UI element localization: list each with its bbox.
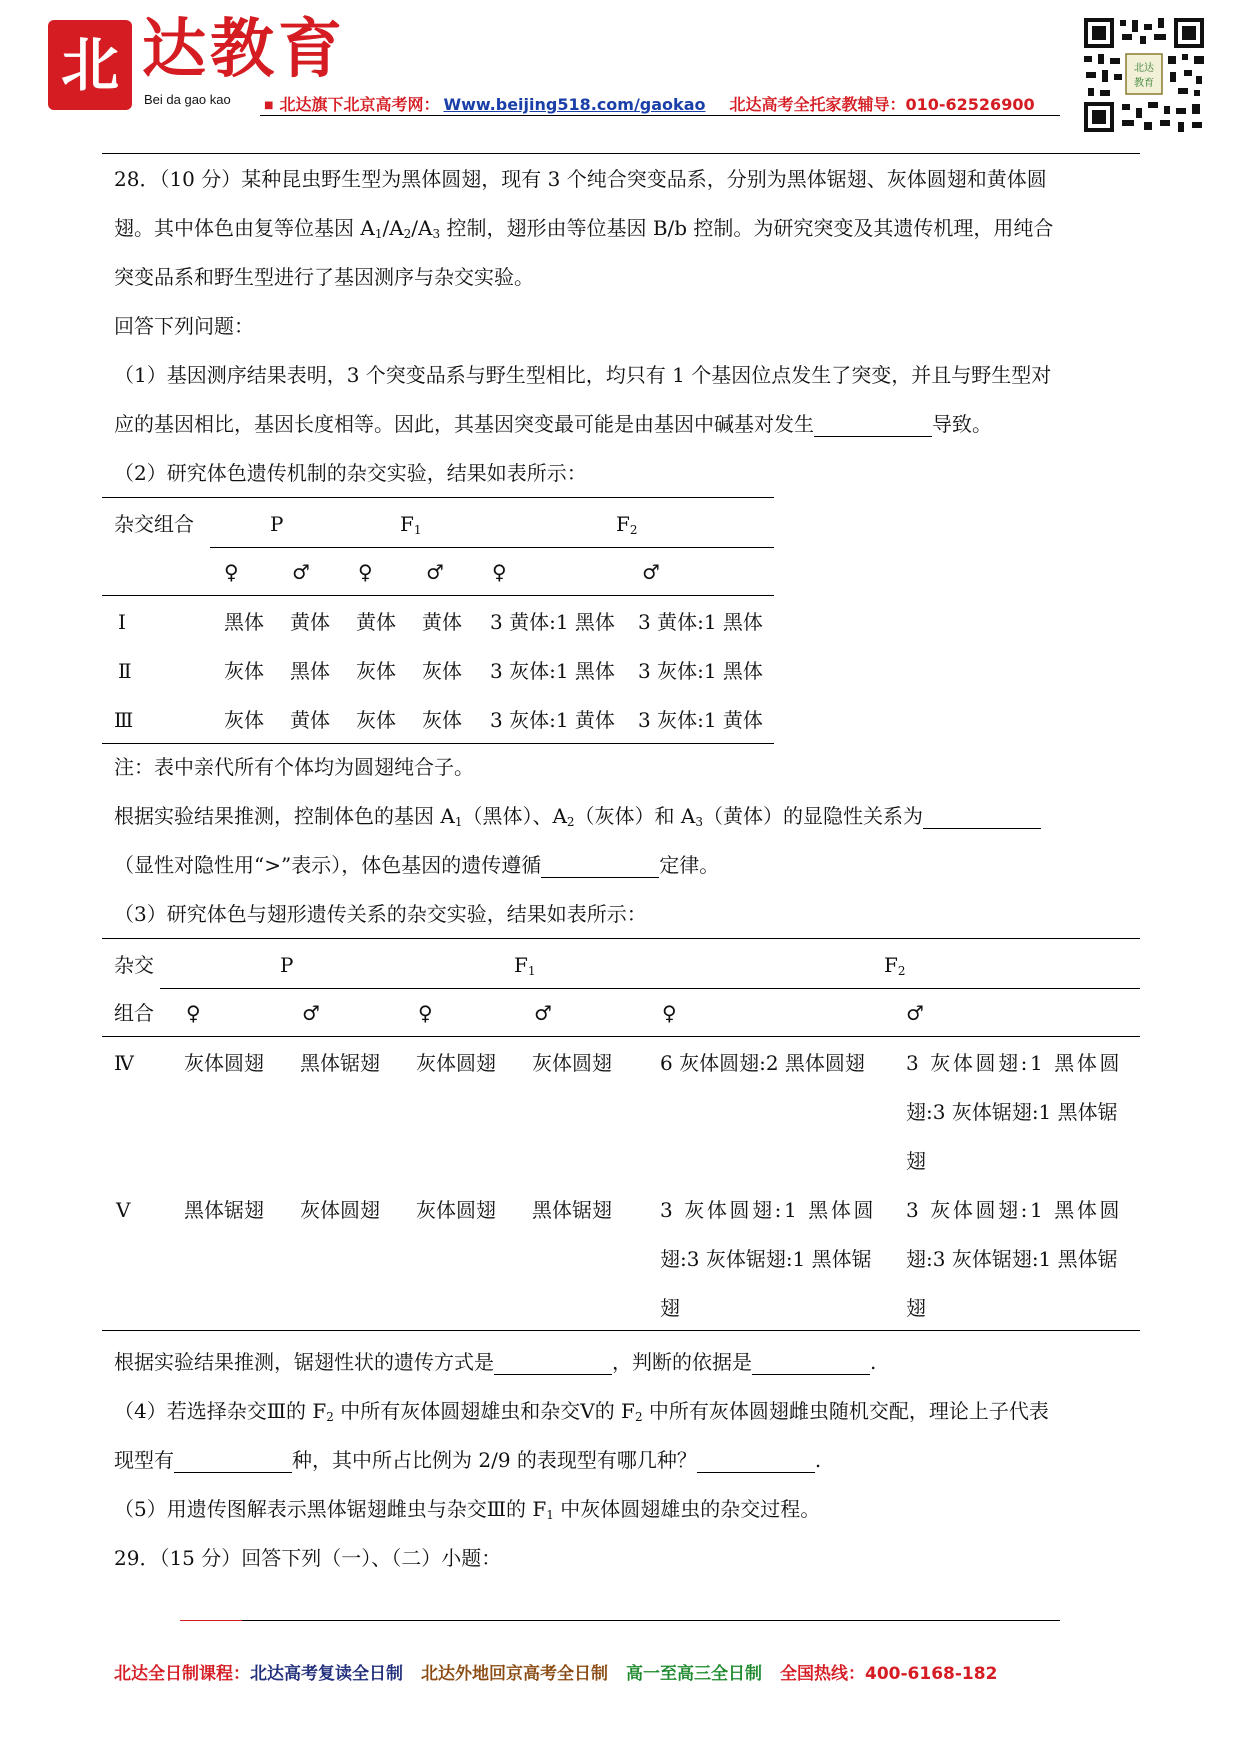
female-symbol: ♀ <box>662 1001 677 1025</box>
male-symbol: ♂ <box>292 560 310 584</box>
sub-2: 2 <box>634 1410 643 1424</box>
footer-rule-accent <box>180 1620 242 1621</box>
f-text: F <box>884 953 898 977</box>
txt: （5）用遗传图解表示黑体锯翅雌虫与杂交Ⅲ的 F <box>114 1497 547 1521</box>
footer-course-2[interactable]: 北达外地回京高考全日制 <box>421 1664 608 1684</box>
table1-note: 注：表中亲代所有个体均为圆翅纯合子。 <box>114 755 474 779</box>
q28-sub2-question-2 <box>114 841 1134 890</box>
txt: （4）若选择杂交Ⅲ的 F <box>114 1399 327 1423</box>
cell: 6 灰体圆翅:2 黑体圆翅 <box>660 1051 865 1075</box>
table1-header-group: 杂交组合 <box>114 512 194 536</box>
q28-sub1-line2 <box>114 400 1134 449</box>
cell: 灰体 <box>356 659 396 683</box>
cell: 灰体圆翅 <box>416 1198 496 1222</box>
q28-p2c: /A <box>411 216 433 240</box>
male-symbol: ♂ <box>534 1001 552 1025</box>
txt: 中所有灰体圆翅雌虫随机交配，理论上子代表 <box>642 1399 1049 1423</box>
sub-2: 2 <box>629 523 638 537</box>
cell: 3 黄体:1 黑体 <box>490 610 615 634</box>
answer-blank[interactable] <box>814 410 932 437</box>
answer-blank[interactable] <box>541 851 659 878</box>
cell: 黑体 <box>224 610 264 634</box>
txt: ，判断的依据是 <box>612 1350 752 1374</box>
sub-1: 1 <box>413 523 422 537</box>
female-symbol: ♀ <box>492 560 507 584</box>
table1-header-p: P <box>270 512 284 536</box>
table2-header-p: P <box>280 953 294 977</box>
cell: 灰体 <box>422 708 462 732</box>
cell: 灰体 <box>356 708 396 732</box>
logo-char: 北 <box>60 31 119 99</box>
row-id: Ⅰ <box>118 610 126 634</box>
male-symbol: ♂ <box>426 560 444 584</box>
txt: （灰体）和 A <box>574 804 696 828</box>
male-symbol: ♂ <box>302 1001 320 1025</box>
cell: 3 灰体圆翅:1 黑体圆 <box>660 1198 877 1222</box>
sub-3: 3 <box>432 227 441 241</box>
f-text: F <box>400 512 414 536</box>
cell: 翅:3 灰体锯翅:1 黑体锯 <box>660 1247 872 1271</box>
answer-blank[interactable] <box>923 802 1041 829</box>
logo-mark <box>48 20 132 110</box>
header-hotline: 北达高考全托家教辅导：010-62526900 <box>729 95 1035 114</box>
header-tagline <box>264 92 1035 115</box>
female-symbol: ♀ <box>418 1001 433 1025</box>
txt: （显性对隐性用“>”表示），体色基因的遗传遵循 <box>114 853 542 877</box>
txt: 定律。 <box>659 853 720 877</box>
txt: . <box>870 1350 877 1374</box>
q28-sub5 <box>114 1485 1134 1540</box>
cell: 灰体圆翅 <box>416 1051 496 1075</box>
footer-course-1[interactable]: 北达高考复读全日制 <box>250 1664 403 1684</box>
table2-header-f1 <box>514 953 536 983</box>
s1b: 应的基因相比，基因长度相等。因此，其基因突变最可能是由基因中碱基对发生 <box>114 412 814 436</box>
table1-top-rule <box>102 497 774 498</box>
cell: 黑体锯翅 <box>532 1198 612 1222</box>
female-symbol: ♀ <box>224 560 239 584</box>
cell: 黑体 <box>290 659 330 683</box>
sub-1: 1 <box>546 1508 554 1522</box>
row-id: Ⅱ <box>118 659 132 683</box>
sub-1: 1 <box>454 815 463 829</box>
square-icon: ■ <box>264 100 274 111</box>
q28-p2d: 控制，翅形由等位基因 B/b 控制。为研究突变及其遗传机理，用纯合 <box>440 216 1054 240</box>
cell: 黄体 <box>290 708 330 732</box>
footer-rule <box>180 1620 1060 1621</box>
table1-header-f1 <box>400 512 422 542</box>
cell: 3 灰体:1 黄体 <box>638 708 763 732</box>
cell: 翅 <box>660 1296 680 1320</box>
table2-mid-rule <box>160 988 1140 989</box>
footer-hotline: 全国热线：400-6168-182 <box>780 1664 998 1684</box>
cell: 翅:3 灰体锯翅:1 黑体锯 <box>906 1100 1118 1124</box>
s1c: 导致。 <box>932 412 992 436</box>
answer-blank[interactable] <box>697 1446 815 1473</box>
cell: 灰体 <box>224 708 264 732</box>
sub-1: 1 <box>527 964 536 978</box>
table2-header-rule <box>102 1036 1140 1037</box>
female-symbol: ♀ <box>186 1001 201 1025</box>
f-text: F <box>514 953 528 977</box>
sub-2: 2 <box>403 227 412 241</box>
tagline-text: 北达旗下北京高考网： <box>279 95 440 114</box>
cell: 灰体圆翅 <box>184 1051 264 1075</box>
q29-intro: 29．（15 分）回答下列（一）、（二）小题： <box>114 1546 502 1570</box>
svg-text:教育: 教育 <box>1134 78 1154 89</box>
cell: 黄体 <box>290 610 330 634</box>
qr-code-icon <box>1082 16 1206 134</box>
answer-blank[interactable] <box>174 1446 292 1473</box>
header-rule <box>260 115 1060 116</box>
sub-2: 2 <box>566 815 575 829</box>
cell: 3 灰体:1 黑体 <box>638 659 763 683</box>
svg-text:北达: 北达 <box>1134 63 1154 74</box>
txt: （黑体）、A <box>462 804 567 828</box>
cell: 灰体 <box>224 659 264 683</box>
sub-1: 1 <box>374 227 383 241</box>
female-symbol: ♀ <box>358 560 373 584</box>
sub-3: 3 <box>695 815 703 829</box>
footer-course-3[interactable]: 高一至高三全日制 <box>626 1664 762 1684</box>
q28-para-2 <box>114 204 1134 259</box>
row-id: Ⅳ <box>114 1051 134 1075</box>
logo-pinyin: Bei da gao kao <box>144 92 231 107</box>
male-symbol: ♂ <box>642 560 660 584</box>
answer-blank[interactable] <box>752 1348 870 1375</box>
cell: 黑体锯翅 <box>300 1051 380 1075</box>
txt: 中所有灰体圆翅雄虫和杂交Ⅴ的 F <box>333 1399 635 1423</box>
table1-mid-rule <box>210 547 774 548</box>
table1-header-rule <box>102 595 774 596</box>
row-id: Ⅲ <box>114 708 134 732</box>
q28-para-3: 突变品系和野生型进行了基因测序与杂交实验。 <box>114 265 534 289</box>
q28-sub4-line2 <box>114 1436 1134 1485</box>
table2-bottom-rule <box>102 1330 1140 1331</box>
txt: （黄体）的显隐性关系为 <box>703 804 923 828</box>
cell: 灰体 <box>422 659 462 683</box>
cell: 黄体 <box>422 610 462 634</box>
q28-sub1-line1: （1）基因测序结果表明，3 个突变品系与野生型相比，均只有 1 个基因位点发生了突变，并且与野生型对 <box>114 363 1052 387</box>
table2-header-group: 杂交 <box>114 953 154 977</box>
row-id: Ⅴ <box>116 1198 131 1222</box>
cell: 翅 <box>906 1296 926 1320</box>
txt: 种，其中所占比例为 2/9 的表现型有哪几种？ <box>292 1448 697 1472</box>
q28-sub4-line1 <box>114 1387 1134 1442</box>
cell: 灰体圆翅 <box>300 1198 380 1222</box>
q28-sub3-intro: （3）研究体色与翅形遗传关系的杂交实验，结果如表所示： <box>114 902 647 926</box>
cell: 3 灰体圆翅:1 黑体圆 <box>906 1198 1123 1222</box>
q28-sub2-question-1 <box>114 792 1134 847</box>
sub-2: 2 <box>326 1410 334 1424</box>
header-url-link[interactable]: Www.beijing518.com/gaokao <box>443 95 706 114</box>
f-text: F <box>616 512 630 536</box>
table2-top-rule <box>102 938 1140 939</box>
cell: 翅 <box>906 1149 926 1173</box>
cell: 灰体圆翅 <box>532 1051 612 1075</box>
q28-para-1: 28．（10 分）某种昆虫野生型为黑体圆翅，现有 3 个纯合突变品系，分别为黑体锯翅、灰体圆翅和黄体圆 <box>114 167 1047 191</box>
footer-label: 北达全日制课程： <box>114 1664 250 1684</box>
footer-courses <box>114 1659 1015 1684</box>
male-symbol: ♂ <box>906 1001 924 1025</box>
txt: 根据实验结果推测，控制体色的基因 A <box>114 804 455 828</box>
answer-blank[interactable] <box>494 1348 612 1375</box>
cell: 3 灰体圆翅:1 黑体圆 <box>906 1051 1123 1075</box>
table1-header-f2 <box>616 512 638 542</box>
page-top-rule <box>102 153 1140 154</box>
q28-sub3-question <box>114 1338 1134 1387</box>
cell: 黑体锯翅 <box>184 1198 264 1222</box>
cell: 3 灰体:1 黑体 <box>490 659 615 683</box>
cell: 黄体 <box>356 610 396 634</box>
sub-2: 2 <box>897 964 906 978</box>
table2-header-f2 <box>884 953 906 983</box>
q28-sub2-intro: （2）研究体色遗传机制的杂交实验，结果如表所示： <box>114 461 587 485</box>
q28-p2a: 翅。其中体色由复等位基因 A <box>114 216 375 240</box>
cell: 翅:3 灰体锯翅:1 黑体锯 <box>906 1247 1118 1271</box>
logo-text: 达教育 <box>142 12 346 87</box>
table2-header-group-2: 组合 <box>114 1001 154 1025</box>
txt: 中灰体圆翅雄虫的杂交过程。 <box>553 1497 821 1521</box>
txt: 现型有 <box>114 1448 174 1472</box>
txt: 根据实验结果推测，锯翅性状的遗传方式是 <box>114 1350 494 1374</box>
txt: . <box>814 1448 822 1472</box>
cell: 3 灰体:1 黄体 <box>490 708 615 732</box>
q28-p2b: /A <box>382 216 404 240</box>
cell: 3 黄体:1 黑体 <box>638 610 763 634</box>
q28-para-4: 回答下列问题： <box>114 314 254 338</box>
